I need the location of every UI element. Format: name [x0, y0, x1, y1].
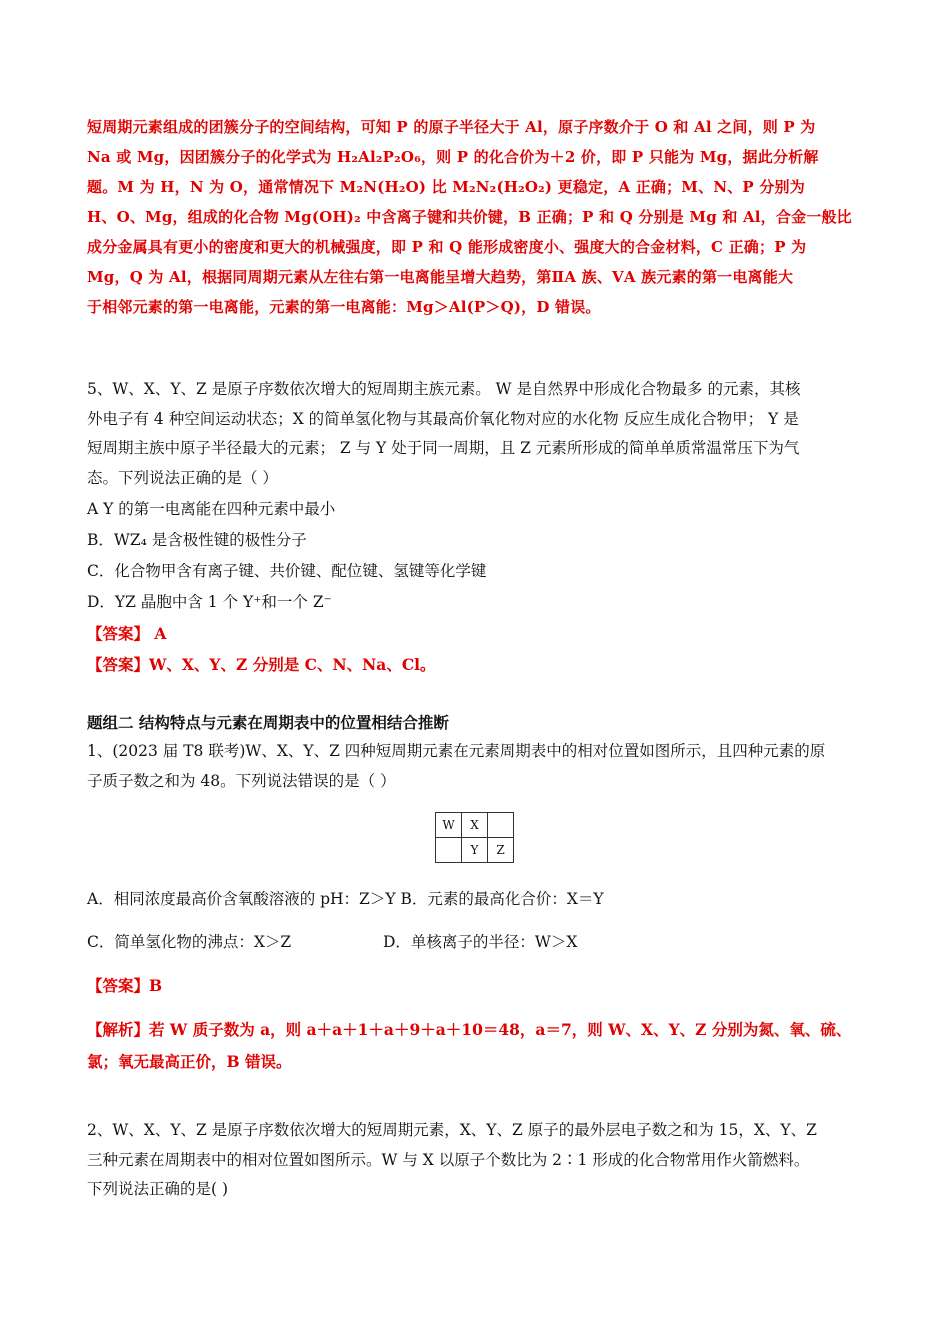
table-cell: Y — [462, 838, 488, 863]
option-a: A Y 的第一电离能在四种元素中最小 — [87, 500, 336, 518]
stem-line: 2、W、X、Y、Z 是原子序数依次增大的短周期元素，X、Y、Z 原子的最外层电子数之和为 15，X、Y、Z — [87, 1121, 817, 1139]
analysis-line: Mg，Q 为 Al，根据同周期元素从左往右第一电离能呈增大趋势，第ⅡA 族、ⅤA 族元素的第一电离能大 — [87, 268, 794, 286]
analysis-line: H、O、Mg，组成的化合物 Mg(OH)₂ 中含离子键和共价键，B 正确；P 和 Q 分别是 Mg 和 Al，合金一般比 — [87, 208, 852, 226]
stem-line: 下列说法正确的是( ) — [87, 1180, 229, 1198]
table-row — [436, 838, 514, 863]
stem-line: 子质子数之和为 48。下列说法错误的是（ ） — [87, 771, 396, 790]
stem-line: 短周期主族中原子半径最大的元素； Z 与 Y 处于同一周期，且 Z 元素所形成的简单单质常温常压下为气 — [87, 439, 800, 457]
answer-label: 【答案】 A — [87, 624, 167, 643]
question-1-stem — [87, 737, 865, 796]
analysis-line: 【解析】若 W 质子数为 a，则 a＋a＋1＋a＋9＋a＋10＝48，a＝7，则 W、X、Y、Z 分别为氮、氧、硫、 — [87, 1020, 852, 1039]
question-1-options-ab: A．相同浓度最高价含氧酸溶液的 pH：Z＞Y B．元素的最高化合价：X＝Y — [87, 890, 604, 908]
question-2-stem — [87, 1116, 865, 1205]
table-cell — [436, 838, 462, 863]
periodic-position-table — [435, 812, 514, 863]
question-1-option-c: C．简单氢化物的沸点：X＞Z — [87, 933, 292, 951]
analysis-line: 成分金属具有更小的密度和更大的机械强度，即 P 和 Q 能形成密度小、强度大的合金材料，C 正确；P 为 — [87, 238, 807, 256]
table-cell: W — [436, 813, 462, 838]
table-cell — [488, 813, 514, 838]
option-c: C．化合物甲含有离子键、共价键、配位键、氢键等化学键 — [87, 562, 487, 580]
option-d: D．YZ 晶胞中含 1 个 Y⁺和一个 Z⁻ — [87, 593, 332, 611]
question-1-answer: 【答案】B — [87, 976, 163, 995]
stem-line: 外电子有 4 种空间运动状态；X 的简单氢化物与其最高价氧化物对应的水化物 反应生成化合物甲； Y 是 — [87, 409, 799, 428]
section-title: 题组二 结构特点与元素在周期表中的位置相结合推断 — [87, 713, 449, 732]
answer-detail: 【答案】W、X、Y、Z 分别是 C、N、Na、Cl。 — [87, 655, 436, 674]
table-row — [436, 813, 514, 838]
stem-line: 1、(2023 届 T8 联考)W、X、Y、Z 四种短周期元素在元素周期表中的相对位置如图所示，且四种元素的原 — [87, 742, 826, 760]
stem-line: 三种元素在周期表中的相对位置如图所示。W 与 X 以原子个数比为 2∶1 形成的化合物常用作火箭燃料。 — [87, 1150, 810, 1169]
question-5-stem — [87, 375, 865, 493]
option-b: B．WZ₄ 是含极性键的极性分子 — [87, 531, 307, 549]
question-1-analysis — [87, 1014, 865, 1078]
analysis-line: 短周期元素组成的团簇分子的空间结构，可知 P 的原子半径大于 Al，原子序数介于 O 和 Al 之间，则 P 为 — [87, 118, 816, 136]
table-cell: Z — [488, 838, 514, 863]
analysis-line: 于相邻元素的第一电离能，元素的第一电离能：Mg＞Al(P＞Q)，D 错误。 — [87, 298, 601, 316]
analysis-line: 题。M 为 H，N 为 O，通常情况下 M₂N(H₂O) 比 M₂N₂(H₂O₂) 更稳定，A 正确；M、N、P 分别为 — [87, 178, 805, 196]
stem-line: 5、W、X、Y、Z 是原子序数依次增大的短周期主族元素。 W 是自然界中形成化合物最多 的元素，其核 — [87, 380, 801, 398]
analysis-line: 氯；氧无最高正价，B 错误。 — [87, 1052, 292, 1071]
stem-line: 态。下列说法正确的是（ ） — [87, 468, 278, 487]
table-cell: X — [462, 813, 488, 838]
question-1-option-d: D．单核离子的半径：W＞X — [383, 933, 578, 951]
analysis-paragraph — [87, 112, 865, 322]
question-5-options — [87, 494, 865, 680]
analysis-line: Na 或 Mg，因团簇分子的化学式为 H₂Al₂P₂O₆，则 P 的化合价为＋2 价，即 P 只能为 Mg，据此分析解 — [87, 148, 819, 166]
